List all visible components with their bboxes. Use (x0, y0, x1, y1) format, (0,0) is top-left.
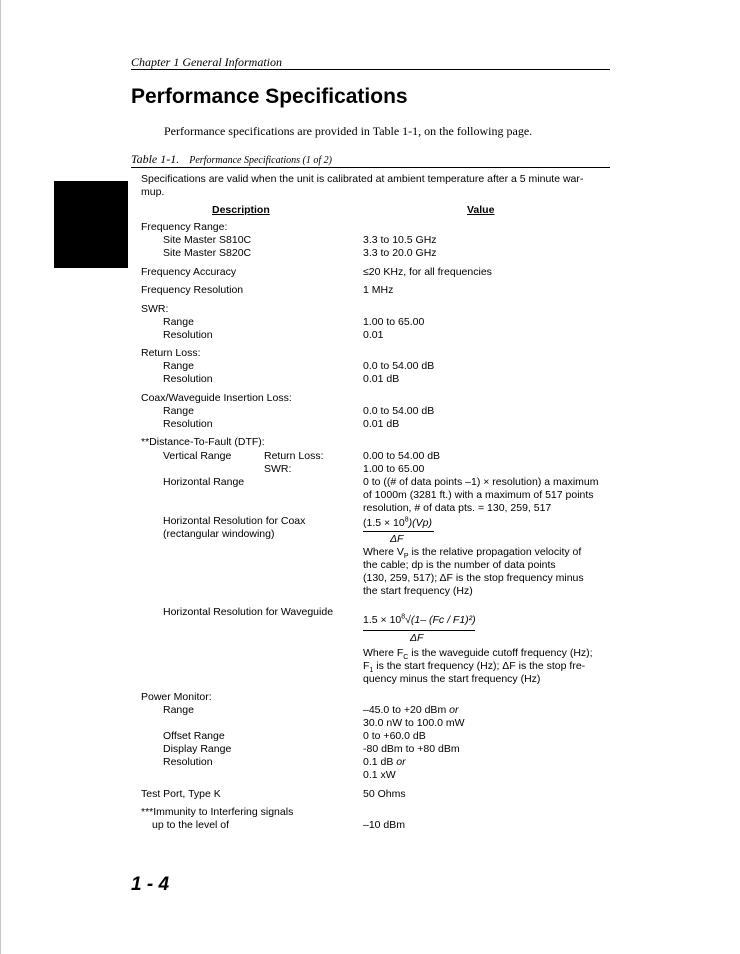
table-caption-text: Performance Specifications (1 of 2) (189, 155, 332, 166)
spec-value: 0.0 to 54.00 dB (363, 405, 435, 417)
spec-value: quency minus the start frequency (Hz) (363, 673, 541, 685)
spec-value: 1 MHz (363, 284, 394, 296)
spec-sublabel: Range (163, 360, 194, 372)
column-header-description: Description (212, 204, 270, 216)
spec-value: 3.3 to 20.0 GHz (363, 247, 437, 259)
spec-value: 0.00 to 54.00 dB (363, 450, 441, 462)
spec-sublabel: Resolution (163, 329, 213, 341)
table-note-line2: mup. (141, 186, 165, 198)
spec-label: SWR: (141, 303, 169, 315)
spec-label: Frequency Accuracy (141, 266, 237, 278)
spec-sublabel: Horizontal Range (163, 476, 245, 488)
spec-sublabel: Site Master S820C (163, 247, 252, 259)
spec-value: resolution, # of data pts. = 130, 259, 517 (363, 502, 552, 514)
spec-sublabel: SWR: (264, 463, 292, 475)
spec-value: 0.0 to 54.00 dB (363, 360, 435, 372)
spec-value: 0.01 (363, 329, 384, 341)
spec-sublabel: Resolution (163, 756, 213, 768)
spec-sublabel: Horizontal Resolution for Coax (163, 515, 306, 527)
chapter-header: Chapter 1 General Information (131, 55, 610, 70)
spec-value: the start frequency (Hz) (363, 585, 473, 597)
spec-sublabel: Resolution (163, 373, 213, 385)
spec-value: 0 to ((# of data points –1) × resolution) a maximum (363, 476, 599, 488)
spec-value: 0.1 xW (363, 769, 396, 781)
page-number: 1 - 4 (131, 874, 170, 895)
waveguide-formula-bar (363, 630, 475, 631)
spec-value: 1.00 to 65.00 (363, 463, 425, 475)
spec-sublabel: Range (163, 704, 194, 716)
chapter-tab-marker (54, 181, 128, 268)
spec-value: (130, 259, 517); ΔF is the stop frequency minus (363, 572, 584, 584)
intro-paragraph: Performance specifications are provided in Table 1-1, on the following page. (164, 124, 533, 138)
spec-label: Power Monitor: (141, 691, 212, 703)
page-edge (0, 0, 1, 954)
spec-value: 3.3 to 10.5 GHz (363, 234, 437, 246)
column-header-value: Value (467, 204, 495, 216)
spec-value: 0.1 dB or (363, 756, 406, 768)
spec-sublabel: Range (163, 405, 194, 417)
spec-sublabel: (rectangular windowing) (163, 528, 275, 540)
spec-label: Frequency Range: (141, 221, 228, 233)
spec-sublabel: Vertical Range (163, 450, 232, 462)
spec-label: **Distance-To-Fault (DTF): (141, 436, 265, 448)
spec-value: Where $V_P$ is the relative propagation velocity of (363, 546, 582, 561)
spec-label: up to the level of (152, 819, 230, 831)
spec-label: ***Immunity to Interfering signals (141, 806, 294, 818)
coax-formula-denominator: ΔF (390, 533, 404, 545)
spec-value: –10 dBm (363, 819, 406, 831)
table-label: Table 1-1. (131, 152, 180, 166)
table-note-line1: Specifications are valid when the unit is calibrated at ambient temperature after a 5 minute war- (141, 173, 584, 185)
waveguide-formula-denominator: ΔF (410, 632, 424, 644)
spec-sublabel: Range (163, 316, 194, 328)
spec-sublabel: Display Range (163, 743, 232, 755)
page-title: Performance Specifications (131, 85, 408, 108)
spec-value: 0 to +60.0 dB (363, 730, 426, 742)
spec-label: Return Loss: (141, 347, 201, 359)
table-caption (131, 152, 610, 168)
spec-label: Frequency Resolution (141, 284, 244, 296)
spec-value: ≤20 KHz, for all frequencies (363, 266, 492, 278)
waveguide-formula-numerator: $1.5 \times 10^8√(1-$ (Fc / F1)²) (363, 613, 476, 626)
spec-label: Coax/Waveguide Insertion Loss: (141, 392, 292, 404)
spec-value: Where $F_C$ is the waveguide cutoff frequency (Hz); (363, 647, 593, 662)
spec-sublabel: Offset Range (163, 730, 225, 742)
spec-value: -80 dBm to +80 dBm (363, 743, 460, 755)
spec-value: –45.0 to +20 dBm or (363, 704, 459, 716)
spec-value: 30.0 nW to 100.0 mW (363, 717, 465, 729)
spec-value: 0.01 dB (363, 373, 400, 385)
coax-formula-bar (363, 531, 434, 532)
spec-value: 50 Ohms (363, 788, 406, 800)
coax-formula-numerator: $(1.5 \times 10^8)(Vp)$ (363, 516, 432, 529)
spec-value: of 1000m (3281 ft.) with a maximum of 517 points (363, 489, 594, 501)
spec-sublabel: Return Loss: (264, 450, 324, 462)
spec-value: 0.01 dB (363, 418, 400, 430)
spec-sublabel: Horizontal Resolution for Waveguide (163, 606, 334, 618)
spec-sublabel: Site Master S810C (163, 234, 252, 246)
spec-sublabel: Resolution (163, 418, 213, 430)
spec-value: the cable; dp is the number of data points (363, 559, 556, 571)
spec-value: 1.00 to 65.00 (363, 316, 425, 328)
spec-label: Test Port, Type K (141, 788, 221, 800)
spec-value: $F_1$ is the start frequency (Hz); ΔF is the stop fre- (363, 660, 586, 675)
